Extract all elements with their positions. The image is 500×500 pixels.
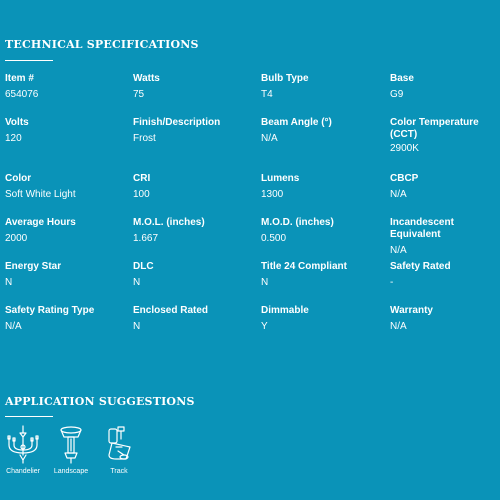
spec-dimmable bbox=[261, 305, 385, 333]
spec-cbcp bbox=[390, 173, 500, 201]
spec-value: G9 bbox=[390, 89, 404, 100]
spec-value: T4 bbox=[261, 89, 273, 100]
spec-label: DLC bbox=[133, 261, 154, 272]
spec-label: Bulb Type bbox=[261, 73, 309, 84]
technical-specifications-divider bbox=[5, 60, 53, 61]
landscape-light-icon bbox=[56, 425, 86, 465]
spec-value: Frost bbox=[133, 133, 156, 144]
spec-item-number bbox=[5, 73, 129, 101]
spec-value: N/A bbox=[390, 189, 407, 200]
spec-label: Energy Star bbox=[5, 261, 62, 272]
spec-safety-rated bbox=[390, 261, 500, 289]
spec-value: 75 bbox=[133, 89, 145, 100]
spec-mol bbox=[133, 217, 257, 245]
spec-mod bbox=[261, 217, 385, 245]
spec-label: Warranty bbox=[390, 305, 433, 316]
spec-label: Enclosed Rated bbox=[133, 305, 209, 316]
spec-safety-rating-type bbox=[5, 305, 129, 333]
application-suggestions-list bbox=[0, 425, 500, 485]
spec-value: N bbox=[5, 277, 13, 288]
spec-label: Volts bbox=[5, 117, 29, 128]
application-landscape bbox=[52, 425, 90, 475]
track-light-icon bbox=[104, 425, 134, 465]
application-suggestions-divider bbox=[5, 416, 53, 417]
spec-label: Watts bbox=[133, 73, 160, 84]
spec-lumens bbox=[261, 173, 385, 201]
spec-beam-angle bbox=[261, 117, 385, 145]
spec-value: 2000 bbox=[5, 233, 28, 244]
spec-incandescent-equivalent bbox=[390, 217, 500, 257]
application-chandelier bbox=[4, 425, 42, 475]
spec-cri bbox=[133, 173, 257, 201]
spec-value: 100 bbox=[133, 189, 150, 200]
spec-value: N/A bbox=[261, 133, 278, 144]
spec-watts bbox=[133, 73, 257, 101]
spec-value: 1.667 bbox=[133, 233, 159, 244]
spec-label: Incandescent Equivalent bbox=[390, 217, 454, 240]
spec-label: Finish/Description bbox=[133, 117, 221, 128]
spec-label: Lumens bbox=[261, 173, 300, 184]
spec-base bbox=[390, 73, 500, 101]
spec-label: Color Temperature (CCT) bbox=[390, 117, 479, 140]
spec-value: 120 bbox=[5, 133, 22, 144]
spec-value: N/A bbox=[5, 321, 22, 332]
spec-color bbox=[5, 173, 129, 201]
spec-label: Beam Angle (°) bbox=[261, 117, 332, 128]
spec-label: Average Hours bbox=[5, 217, 76, 228]
spec-value: 0.500 bbox=[261, 233, 287, 244]
spec-energy-star bbox=[5, 261, 129, 289]
spec-label: M.O.D. (inches) bbox=[261, 217, 334, 228]
spec-value: N bbox=[133, 277, 141, 288]
spec-label: Safety Rated bbox=[390, 261, 451, 272]
application-track bbox=[102, 425, 136, 475]
spec-value: N/A bbox=[390, 321, 407, 332]
chandelier-icon bbox=[5, 425, 41, 465]
spec-warranty bbox=[390, 305, 500, 333]
spec-average-hours bbox=[5, 217, 129, 245]
spec-dlc bbox=[133, 261, 257, 289]
spec-value: N bbox=[133, 321, 141, 332]
spec-finish bbox=[133, 117, 257, 145]
spec-label: CBCP bbox=[390, 173, 419, 184]
application-label: Landscape bbox=[53, 468, 89, 475]
spec-title-24-compliant bbox=[261, 261, 385, 289]
spec-value: N/A bbox=[390, 245, 407, 256]
spec-enclosed-rated bbox=[133, 305, 257, 333]
spec-label: Safety Rating Type bbox=[5, 305, 95, 316]
spec-label: Item # bbox=[5, 73, 34, 84]
application-suggestions-title: APPLICATION SUGGESTIONS bbox=[5, 395, 195, 408]
technical-specifications-title: TECHNICAL SPECIFICATIONS bbox=[5, 38, 199, 51]
spec-label: CRI bbox=[133, 173, 151, 184]
spec-label: Base bbox=[390, 73, 414, 84]
spec-label: Title 24 Compliant bbox=[261, 261, 347, 272]
spec-label: Dimmable bbox=[261, 305, 309, 316]
spec-label: Color bbox=[5, 173, 32, 184]
spec-label: M.O.L. (inches) bbox=[133, 217, 205, 228]
application-label: Track bbox=[110, 468, 128, 475]
spec-color-temperature bbox=[390, 117, 500, 155]
spec-value: - bbox=[390, 277, 394, 288]
spec-value: 654076 bbox=[5, 89, 39, 100]
spec-value: N bbox=[261, 277, 269, 288]
spec-value: Y bbox=[261, 321, 268, 332]
spec-value: Soft White Light bbox=[5, 189, 76, 200]
spec-volts bbox=[5, 117, 129, 145]
spec-value: 2900K bbox=[390, 143, 419, 154]
spec-bulb-type bbox=[261, 73, 385, 101]
spec-value: 1300 bbox=[261, 189, 284, 200]
application-label: Chandelier bbox=[6, 468, 40, 475]
